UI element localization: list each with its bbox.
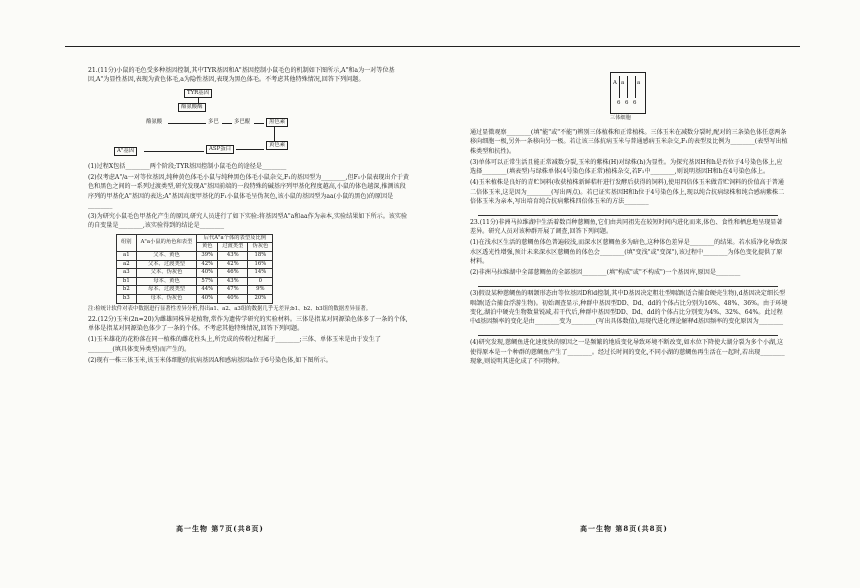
- dopaquinone-label: 多巴醌: [234, 118, 251, 125]
- enzyme-box: 酪氨酸酶: [178, 103, 206, 112]
- cell: 母本、过渡类型: [136, 286, 197, 295]
- arrow-4: [144, 151, 204, 152]
- trisomy-cell-diagram: [470, 66, 788, 126]
- cell: 42%: [218, 260, 248, 269]
- chrom-number-3: 6: [633, 100, 637, 106]
- table-head-yellow: 黄色: [197, 243, 218, 252]
- cell: 母本、黄色: [136, 277, 197, 286]
- arrow-5: [236, 149, 264, 150]
- q21-result-table: [116, 234, 273, 304]
- cell: 母本、伪灰色: [136, 295, 197, 304]
- answer-line: [478, 328, 778, 336]
- q23-part4: (4)研究发现,慈鲷鱼进化速度快的原因之一是频繁的地质变化导致环境不断改变,如水位下降使大湖分裂为多个小湖,这使得原本是一个种群的慈鲷鱼产生了________。经过长时间的变化,不同小湖的慈鲷鱼再生活在一起时,若出现________现象,则说明其进化成了不同物种。: [470, 339, 785, 366]
- cell: 0: [248, 277, 273, 286]
- cell: 44%: [197, 286, 218, 295]
- q22-part2: (2)现有一株三体玉米,该玉米体细胞的抗病基因A和感病基因a位于6号染色体,如下图所示。: [88, 356, 332, 364]
- table-row: [117, 260, 273, 269]
- answer-line: [478, 279, 778, 287]
- yellow-pigment-box: 黄色素: [266, 141, 288, 150]
- a-gene-box: A"基因: [114, 147, 137, 156]
- q23-part1: (1)在浅水区生活的慈鲷鱼体色普遍较浅,而深水区慈鲷鱼多为暗色,这种体色差异是________的结果。若水质净化导致深水区透光性增强,预计未来深水区慈鲷鱼的体色会________(填"变浅"或"变深"),该过程中________为体色变化提供了原材料。: [470, 239, 788, 266]
- arrow-2: [222, 123, 232, 124]
- chrom-number-2: 6: [625, 100, 629, 106]
- cell: 47%: [218, 286, 248, 295]
- cell: a3: [117, 269, 137, 278]
- table-row: [117, 277, 273, 286]
- cell: 39%: [197, 252, 218, 261]
- cell: 9%: [248, 286, 273, 295]
- q21-part1: (1)过程X包括________两个阶段;TYR基因控制小鼠毛色的途径是________: [88, 162, 287, 170]
- q21-part2: (2)仅考虑A"/a一对等位基因,纯种黄色体毛小鼠与纯种黑色体毛小鼠杂交,F₁的基因型为________,但F₁小鼠表现出介于黄色和黑色之间的一系列过渡类型,研究发现A"基因前端的一段特殊的碱基序列甲基化程度越高,小鼠的体色越深,推测该段序列的甲基化A"基因的表达;A"基因高度甲基化的F₁小鼠体毛呈伪灰色,该小鼠的基因型为aa(小鼠的黑色)的原因是________: [88, 173, 409, 210]
- q22-part1: (1)玉米雄花的花粉落在同一植株的雌花柱头上,所完成的传粉过程属于________;三体、单体玉米是由于发生了________(填具体变异类型)而产生的。: [88, 336, 381, 353]
- q22-part4: (4)玉米植株是良好的青贮饲料(收获植株新鲜秸秆进行发酵后获得的饲料),使用四倍体玉米做青贮饲料的价值高于普通二倍体玉米,这是因为________(写出两点)。若已证实基因H和h位于4号染色体上,现以纯合抗病绿株和纯合感病紫株二倍体玉米为亲本,写出培育纯合抗病紫株四倍体玉米的方法________: [470, 179, 785, 206]
- pigment-line: [274, 127, 275, 141]
- cell: 14%: [248, 269, 273, 278]
- allele-label-3: a: [637, 80, 641, 86]
- q22-part2-cont: 通过显微观察________(填"能"或"不能")辨别三体植株和正常植株。三体玉米在减数分裂时,配对的三条染色体任意两条移向细胞一极,另外一条移向另一极。若让该三体抗病玉米与普通感病玉米杂交,F₁的表型及比例为________(表型写出植株类型和抗性)。: [470, 129, 788, 155]
- allele-label-1: A: [613, 80, 617, 86]
- cell: a1: [117, 252, 137, 261]
- left-footer: 高一生物 第7页(共8页): [176, 524, 264, 533]
- right-footer: 高一生物 第8页(共8页): [580, 524, 668, 533]
- cell: 46%: [218, 269, 248, 278]
- table-row: [117, 286, 273, 295]
- right-page: [470, 66, 788, 368]
- cell: b3: [117, 295, 137, 304]
- q22-stem: 22.(12分)玉米(2n=20)为雌雄同株异花植物,常作为遗传学研究的实验材料。三体是指某对同源染色体多了一条的个体,单体是指某对同源染色体少了一条的个体。不考虑其他特殊情况,回答下列问题。: [88, 315, 408, 333]
- left-page: [88, 66, 410, 367]
- chrom-number-1: 6: [617, 100, 621, 106]
- dopa-label: 多巴: [208, 118, 219, 125]
- table-head-trans: 过渡类型: [218, 243, 248, 252]
- q23-part3: (3)假设某种慈鲷鱼的咽颌形态由等位基因D和d控制,其中D基因决定粗壮型咽颌(适合捕食硬壳生物),d基因决定细长型咽颌(适合捕食浮游生物)。初始调查显示,种群中基因型DD、Dd、dd的个体占比分别为16%、48%、36%。由于环境变化,湖泊中硬壳生物数量锐减,若干代后,种群中基因型DD、Dd、dd的个体占比分别变为4%、32%、64%。此过程中d基因频率的变化是由________变为________(写出具体数值),用现代进化理论解释d基因频率的变化原因为________: [470, 290, 788, 326]
- cell: 20%: [248, 295, 273, 304]
- q21-stem: 21.(11分)小鼠的毛色受多种基因控制,其中TYR基因和A"基因控制小鼠毛色的机制如下图所示,A"和a为一对等位基因,A"为显性基因,表现为黄色体毛,a为隐性基因,表现为黑色体毛。不考虑其他特殊情况,回答下列问题。: [88, 67, 395, 84]
- black-pigment-box: 黑色素: [266, 118, 288, 127]
- cell: 18%: [248, 252, 273, 261]
- table-row: [117, 252, 273, 261]
- answer-line: [478, 208, 778, 216]
- arrow-3: [254, 123, 264, 124]
- cell: 父本、过渡类型: [136, 260, 197, 269]
- arrow-1: [168, 123, 206, 124]
- tyr-gene-box: TYR基因: [184, 89, 212, 98]
- cell: b1: [117, 277, 137, 286]
- table-head-parent: A"a小鼠的角色和表型: [136, 234, 197, 251]
- cell-caption: 三体细胞: [610, 115, 631, 121]
- table-row: [117, 295, 273, 304]
- table-row: [117, 269, 273, 278]
- cell: 40%: [197, 295, 218, 304]
- q23-part2: (2)非洲马拉维湖中全部慈鲷鱼的全部基因________(填"构成"或"不构成")一个基因库,原因是________: [470, 269, 741, 277]
- tyrosine-label: 酪氨酸: [146, 118, 163, 125]
- top-rule: [65, 46, 800, 47]
- q21-note: 注:检统计软件对表中数据进行显著性差异分析,得出a1、a2、a3组的数据几乎无差异;b1、b2、b3组的数据差异显著。: [88, 305, 372, 312]
- cell: 42%: [197, 260, 218, 269]
- q21-part3: (3)为研究小鼠毛色甲基化产生的原因,研究人员进行了如下实验:将基因型A"a和aa作为亲本,实验结果如下所示。该实验的自变量是________,该实验得到的结论是________: [88, 213, 408, 230]
- table-head-group: 组别: [117, 234, 137, 251]
- cell: 父本、伪灰色: [136, 269, 197, 278]
- table-head-pseudo: 伪灰色: [248, 243, 273, 252]
- cell: 40%: [197, 269, 218, 278]
- cell: 57%: [197, 277, 218, 286]
- chromosome-2: [627, 76, 628, 98]
- table-head-offspring: 后代A"a个体的表型及比例: [197, 234, 273, 243]
- q21-pathway-diagram: [88, 87, 410, 159]
- cell: a2: [117, 260, 137, 269]
- allele-label-2: a: [621, 80, 625, 86]
- q22-part3: (3)单体可以正常生活且能正常减数分裂,玉米的紫株(H)对绿株(h)为显性。为探究基因H和h是否位于4号染色体上,应选择________(填表型)与绿株单体(4号染色体正常)植株杂交,若F₁中________,则说明基因H和h在4号染色体上。: [470, 158, 783, 176]
- q23-stem: 23.(11分)非洲马拉维湖中生活着数百种慈鲷鱼,它们由共同祖先在较短时间内进化而来,体色、食性和栖息地呈现显著差异。研究人员对该种群开展了调查,回答下列问题。: [470, 219, 783, 236]
- cell: 40%: [218, 295, 248, 304]
- cell: 43%: [218, 277, 248, 286]
- asp-box: ASP蛋白: [206, 145, 234, 154]
- cell: 16%: [248, 260, 273, 269]
- cell: b2: [117, 286, 137, 295]
- cell: 43%: [218, 252, 248, 261]
- cell: 父本、黄色: [136, 252, 197, 261]
